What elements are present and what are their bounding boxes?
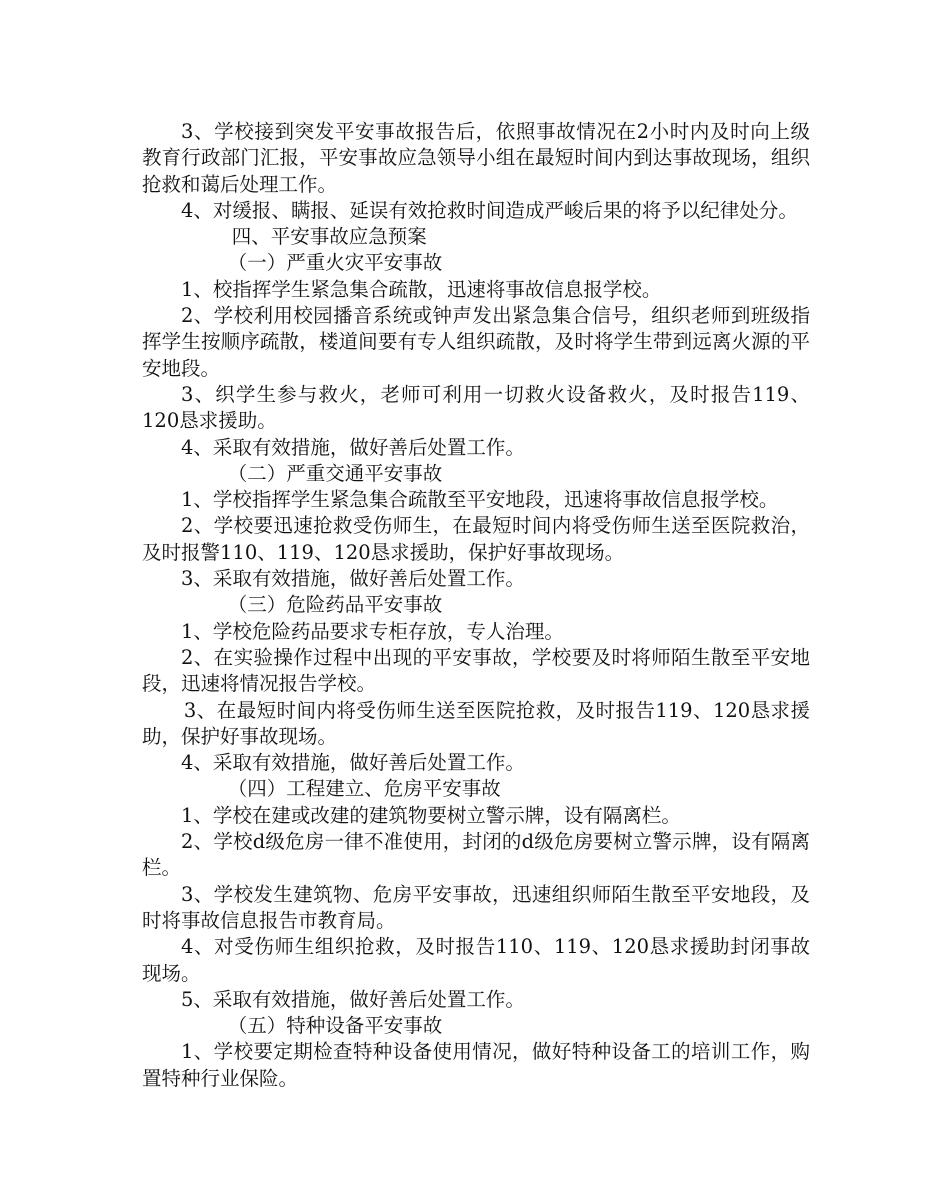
- paragraph-chemicals-3: 3、在最短时间内将受伤师生送至医院抢救，及时报告119、120恳求援助，保护好事故现场。: [142, 698, 810, 748]
- subheading-special-equipment: （五）特种设备平安事故: [227, 1014, 443, 1038]
- subheading-traffic-accident: （二）严重交通平安事故: [227, 461, 443, 485]
- subheading-construction-dangerous-buildings: （四）工程建立、危房平安事故: [227, 777, 501, 801]
- paragraph-construction-2: 2、学校d级危房一律不准使用，封闭的d级危房要树立警示牌，设有隔离栏。: [142, 830, 810, 880]
- document-page: [142, 119, 810, 1092]
- paragraph-report-within-2-hours: 3、学校接到突发平安事故报告后，依照事故情况在2小时内及时向上级教育行政部门汇报，平安事故应急领导小组在最短时间内到达事故现场，组织抢救和蔼后处理工作。: [142, 120, 810, 196]
- paragraph-construction-4: 4、对受伤师生组织抢救，及时报告110、119、120恳求援助封闭事故现场。: [142, 935, 810, 985]
- paragraph-fire-1: 1、校指挥学生紧急集合疏散，迅速将事故信息报学校。: [181, 277, 662, 301]
- paragraph-construction-3: 3、学校发生建筑物、危房平安事故，迅速组织师陌生散至平安地段，及时将事故信息报告市教育局。: [142, 882, 810, 932]
- section-heading-emergency-plan: 四、平安事故应急预案: [231, 225, 427, 249]
- paragraph-equipment-1: 1、学校要定期检查特种设备使用情况，做好特种设备工的培训工作，购置特种行业保险。: [142, 1040, 810, 1090]
- subheading-fire-accident: （一）严重火灾平安事故: [227, 251, 443, 275]
- paragraph-chemicals-4: 4、采取有效措施，做好善后处置工作。: [181, 751, 525, 775]
- paragraph-fire-3: 3、织学生参与救火，老师可利用一切救火设备救火，及时报告119、120恳求援助。: [142, 382, 810, 433]
- paragraph-traffic-3: 3、采取有效措施，做好善后处置工作。: [181, 567, 525, 591]
- paragraph-traffic-2: 2、学校要迅速抢救受伤师生，在最短时间内将受伤师生送至医院救治，及时报警110、119、120恳求援助，保护好事故现场。: [142, 514, 810, 564]
- paragraph-traffic-1: 1、学校指挥学生紧急集合疏散至平安地段，迅速将事故信息报学校。: [181, 488, 779, 512]
- paragraph-chemicals-1: 1、学校危险药品要求专柜存放，专人治理。: [181, 619, 564, 643]
- paragraph-fire-2: 2、学校利用校园播音系统或钟声发出紧急集合信号，组织老师到班级指挥学生按顺序疏散，楼道间要有专人组织疏散，及时将学生带到远离火源的平安地段。: [142, 304, 810, 380]
- paragraph-chemicals-2: 2、在实验操作过程中出现的平安事故，学校要及时将师陌生散至平安地段，迅速将情况报告学校。: [142, 645, 810, 696]
- paragraph-fire-4: 4、采取有效措施，做好善后处置工作。: [181, 435, 525, 459]
- subheading-hazardous-chemicals: （三）危险药品平安事故: [227, 593, 443, 617]
- paragraph-construction-5: 5、采取有效措施，做好善后处置工作。: [181, 987, 525, 1011]
- paragraph-disciplinary-action: 4、对缓报、瞒报、延误有效抢救时间造成严峻后果的将予以纪律处分。: [181, 198, 798, 222]
- paragraph-construction-1: 1、学校在建或改建的建筑物要树立警示牌，设有隔离栏。: [181, 803, 681, 827]
